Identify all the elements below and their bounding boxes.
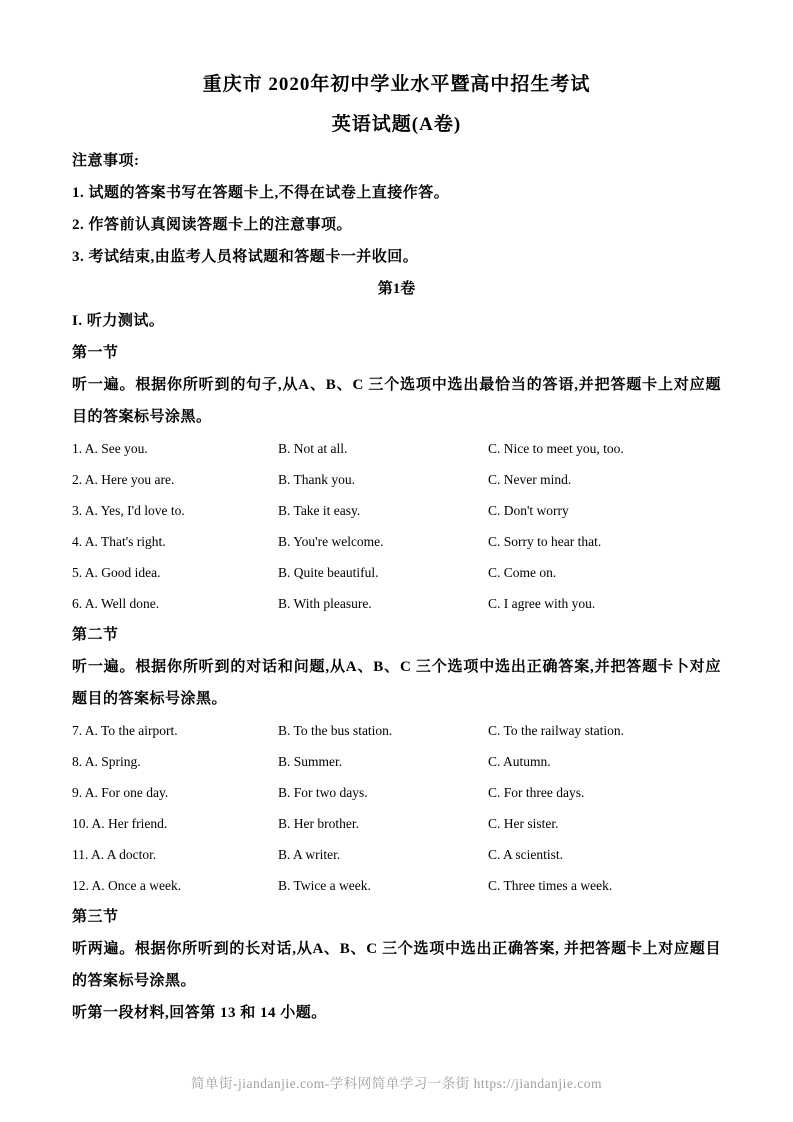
page-footer: 简单街-jiandanjie.com-学科网简单学习一条街 https://jiandanjie.com [190, 1076, 603, 1091]
option-c: C. Don't worry [488, 503, 569, 518]
option-b: B. For two days. [278, 785, 368, 800]
section2-heading: 第二节 [72, 627, 119, 643]
option-b: B. To the bus station. [278, 723, 393, 738]
option-c: C. Never mind. [488, 472, 572, 487]
question-row-4 [72, 526, 721, 557]
section3-instructions: 听两遍。根据你所听到的长对话,从A、B、C 三个选项中选出正确答案, 并把答题卡上对应题目的答案标号涂黑。 [72, 941, 721, 989]
section2-instructions: 听一遍。根据你所听到的对话和问题,从A、B、C 三个选项中选出正确答案,并把答题卡卜对应题目的答案标号涂黑。 [72, 659, 721, 707]
question-row-6 [72, 588, 721, 619]
exam-subtitle: 英语试题(A卷) [331, 114, 462, 135]
question-row-9 [72, 777, 721, 808]
option-c: C. Her sister. [488, 816, 559, 831]
question-row-3 [72, 495, 721, 526]
option-a: 7. A. To the airport. [72, 723, 178, 738]
option-a: 2. A. Here you are. [72, 472, 175, 487]
notice-item-1: 1. 试题的答案书写在答题卡上,不得在试卷上直接作答。 [72, 185, 450, 201]
notice-heading: 注意事项: [72, 153, 140, 169]
option-c: C. Three times a week. [488, 878, 613, 893]
option-b: B. Quite beautiful. [278, 565, 379, 580]
option-b: B. A writer. [278, 847, 341, 862]
question-row-1 [72, 433, 721, 464]
option-b: B. Take it easy. [278, 503, 361, 518]
option-c: C. Nice to meet you, too. [488, 441, 624, 456]
question-row-10 [72, 808, 721, 839]
section3-sub-instruction: 听第一段材料,回答第 13 和 14 小题。 [72, 1005, 327, 1021]
question-row-11 [72, 839, 721, 870]
section1-instructions: 听一遍。根据你所听到的句子,从A、B、C 三个选项中选出最恰当的答语,并把答题卡上对应题目的答案标号涂黑。 [72, 377, 721, 425]
option-a: 4. A. That's right. [72, 534, 166, 549]
exam-title: 重庆市 2020年初中学业水平暨高中招生考试 [202, 74, 591, 95]
question-row-2 [72, 464, 721, 495]
option-b: B. Her brother. [278, 816, 359, 831]
option-a: 8. A. Spring. [72, 754, 141, 769]
option-c: C. To the railway station. [488, 723, 625, 738]
option-c: C. Come on. [488, 565, 557, 580]
option-b: B. Twice a week. [278, 878, 371, 893]
option-a: 1. A. See you. [72, 441, 148, 456]
option-b: B. With pleasure. [278, 596, 372, 611]
option-b: B. Summer. [278, 754, 343, 769]
option-c: C. A scientist. [488, 847, 564, 862]
option-a: 12. A. Once a week. [72, 878, 182, 893]
option-a: 5. A. Good idea. [72, 565, 161, 580]
option-c: C. Autumn. [488, 754, 551, 769]
option-a: 11. A. A doctor. [72, 847, 157, 862]
notice-item-3: 3. 考试结束,由监考人员将试题和答题卡一并收回。 [72, 249, 419, 265]
listening-section-heading: I. 听力测试。 [72, 313, 165, 329]
option-b: B. Not at all. [278, 441, 348, 456]
option-c: C. I agree with you. [488, 596, 596, 611]
volume-heading: 第1卷 [377, 281, 416, 297]
option-b: B. Thank you. [278, 472, 355, 487]
section1-heading: 第一节 [72, 345, 119, 361]
exam-title-block [72, 65, 721, 145]
question-row-5 [72, 557, 721, 588]
question-row-7 [72, 715, 721, 746]
option-a: 9. A. For one day. [72, 785, 169, 800]
section3-heading: 第三节 [72, 909, 119, 925]
question-row-8 [72, 746, 721, 777]
option-b: B. You're welcome. [278, 534, 384, 549]
notice-item-2: 2. 作答前认真阅读答题卡上的注意事项。 [72, 217, 353, 233]
option-a: 3. A. Yes, I'd love to. [72, 503, 185, 518]
option-a: 10. A. Her friend. [72, 816, 168, 831]
option-c: C. Sorry to hear that. [488, 534, 602, 549]
question-row-12 [72, 870, 721, 901]
option-a: 6. A. Well done. [72, 596, 160, 611]
option-c: C. For three days. [488, 785, 585, 800]
